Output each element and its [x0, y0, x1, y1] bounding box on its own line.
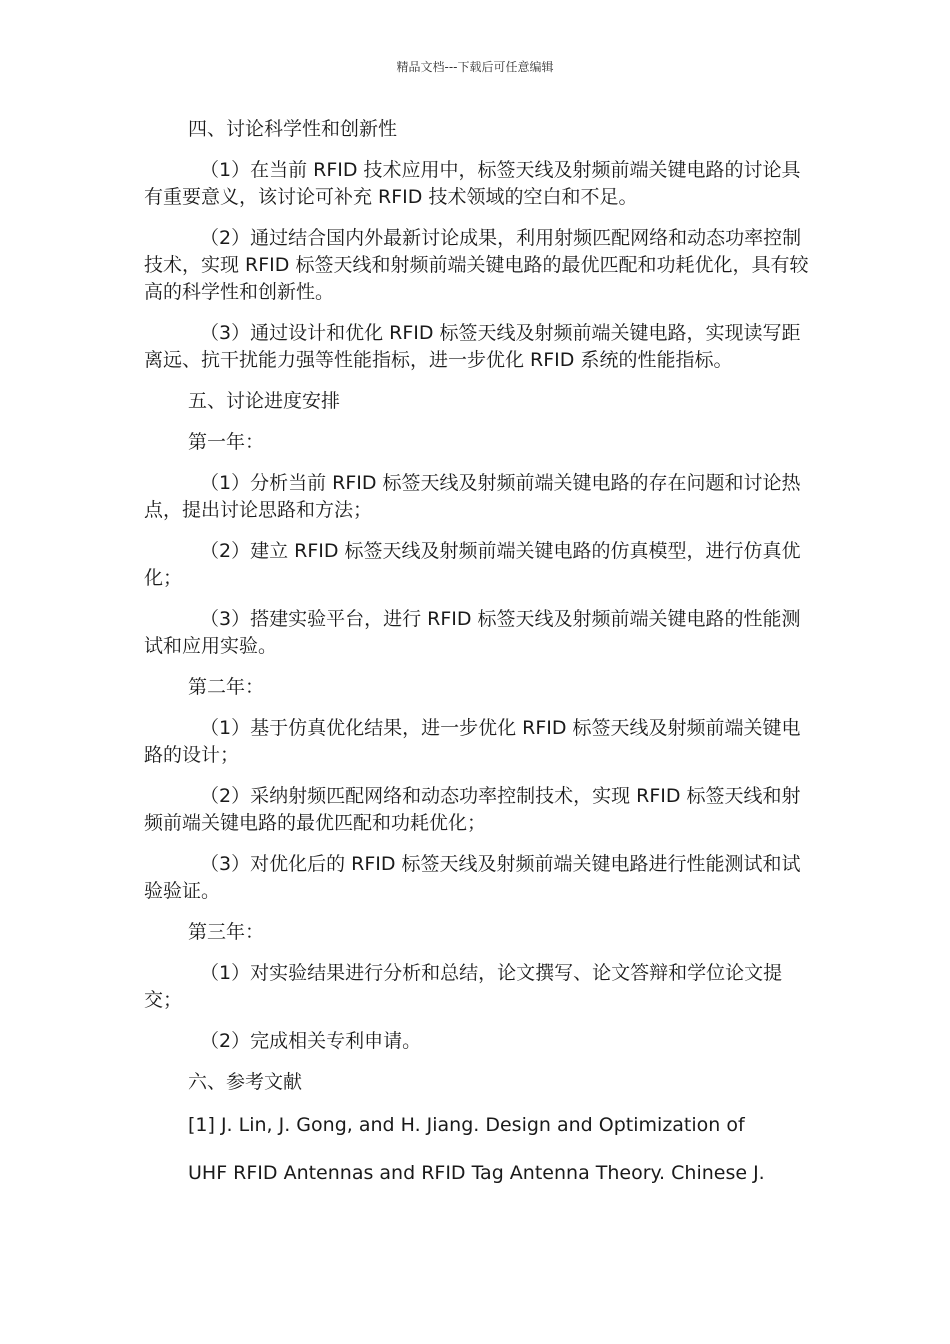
section-5-title: 五、讨论进度安排: [188, 390, 341, 412]
year-1-label: 第一年：: [188, 431, 265, 453]
year-1-item-2: （2）建立 RFID 标签天线及射频前端关键电路的仿真模型，进行仿真优化；: [144, 540, 801, 589]
document-body: [144, 116, 814, 1206]
page-header: 精品文档---下载后可任意编辑: [396, 60, 554, 74]
section-4-item-1: （1）在当前 RFID 技术应用中，标签天线及射频前端关键电路的讨论具有重要意义，该讨论可补充 RFID 技术领域的空白和不足。: [144, 159, 801, 208]
year-1-item-3: （3）搭建实验平台，进行 RFID 标签天线及射频前端关键电路的性能测试和应用实验。: [144, 608, 801, 657]
section-4-title: 四、讨论科学性和创新性: [188, 118, 398, 140]
year-2-item-1: （1）基于仿真优化结果，进一步优化 RFID 标签天线及射频前端关键电路的设计；: [144, 717, 801, 766]
section-4-item-3: （3）通过设计和优化 RFID 标签天线及射频前端关键电路，实现读写距离远、抗干扰能力强等性能指标，进一步优化 RFID 系统的性能指标。: [144, 322, 801, 371]
year-2-item-3: （3）对优化后的 RFID 标签天线及射频前端关键电路进行性能测试和试验验证。: [144, 853, 801, 902]
year-1-item-1: （1）分析当前 RFID 标签天线及射频前端关键电路的存在问题和讨论热点，提出讨论思路和方法；: [144, 472, 801, 521]
year-3-item-1: （1）对实验结果进行分析和总结，论文撰写、论文答辩和学位论文提交；: [144, 962, 783, 1011]
year-2-item-2: （2）采纳射频匹配网络和动态功率控制技术，实现 RFID 标签天线和射频前端关键电路的最优匹配和功耗优化；: [144, 785, 801, 834]
year-3-label: 第三年：: [188, 921, 265, 943]
year-3-item-2: （2）完成相关专利申请。: [200, 1030, 422, 1052]
year-2-label: 第二年：: [188, 676, 265, 698]
section-4-item-2: （2）通过结合国内外最新讨论成果，利用射频匹配网络和动态功率控制技术，实现 RFID 标签天线和射频前端关键电路的最优匹配和功耗优化，具有较高的科学性和创新性。: [144, 227, 809, 303]
reference-1-line-2: UHF RFID Antennas and RFID Tag Antenna Theory. Chinese J.: [188, 1162, 765, 1184]
section-6-title: 六、参考文献: [188, 1071, 303, 1093]
reference-1-line-1: [1] J. Lin, J. Gong, and H. Jiang. Design and Optimization of: [188, 1114, 745, 1136]
